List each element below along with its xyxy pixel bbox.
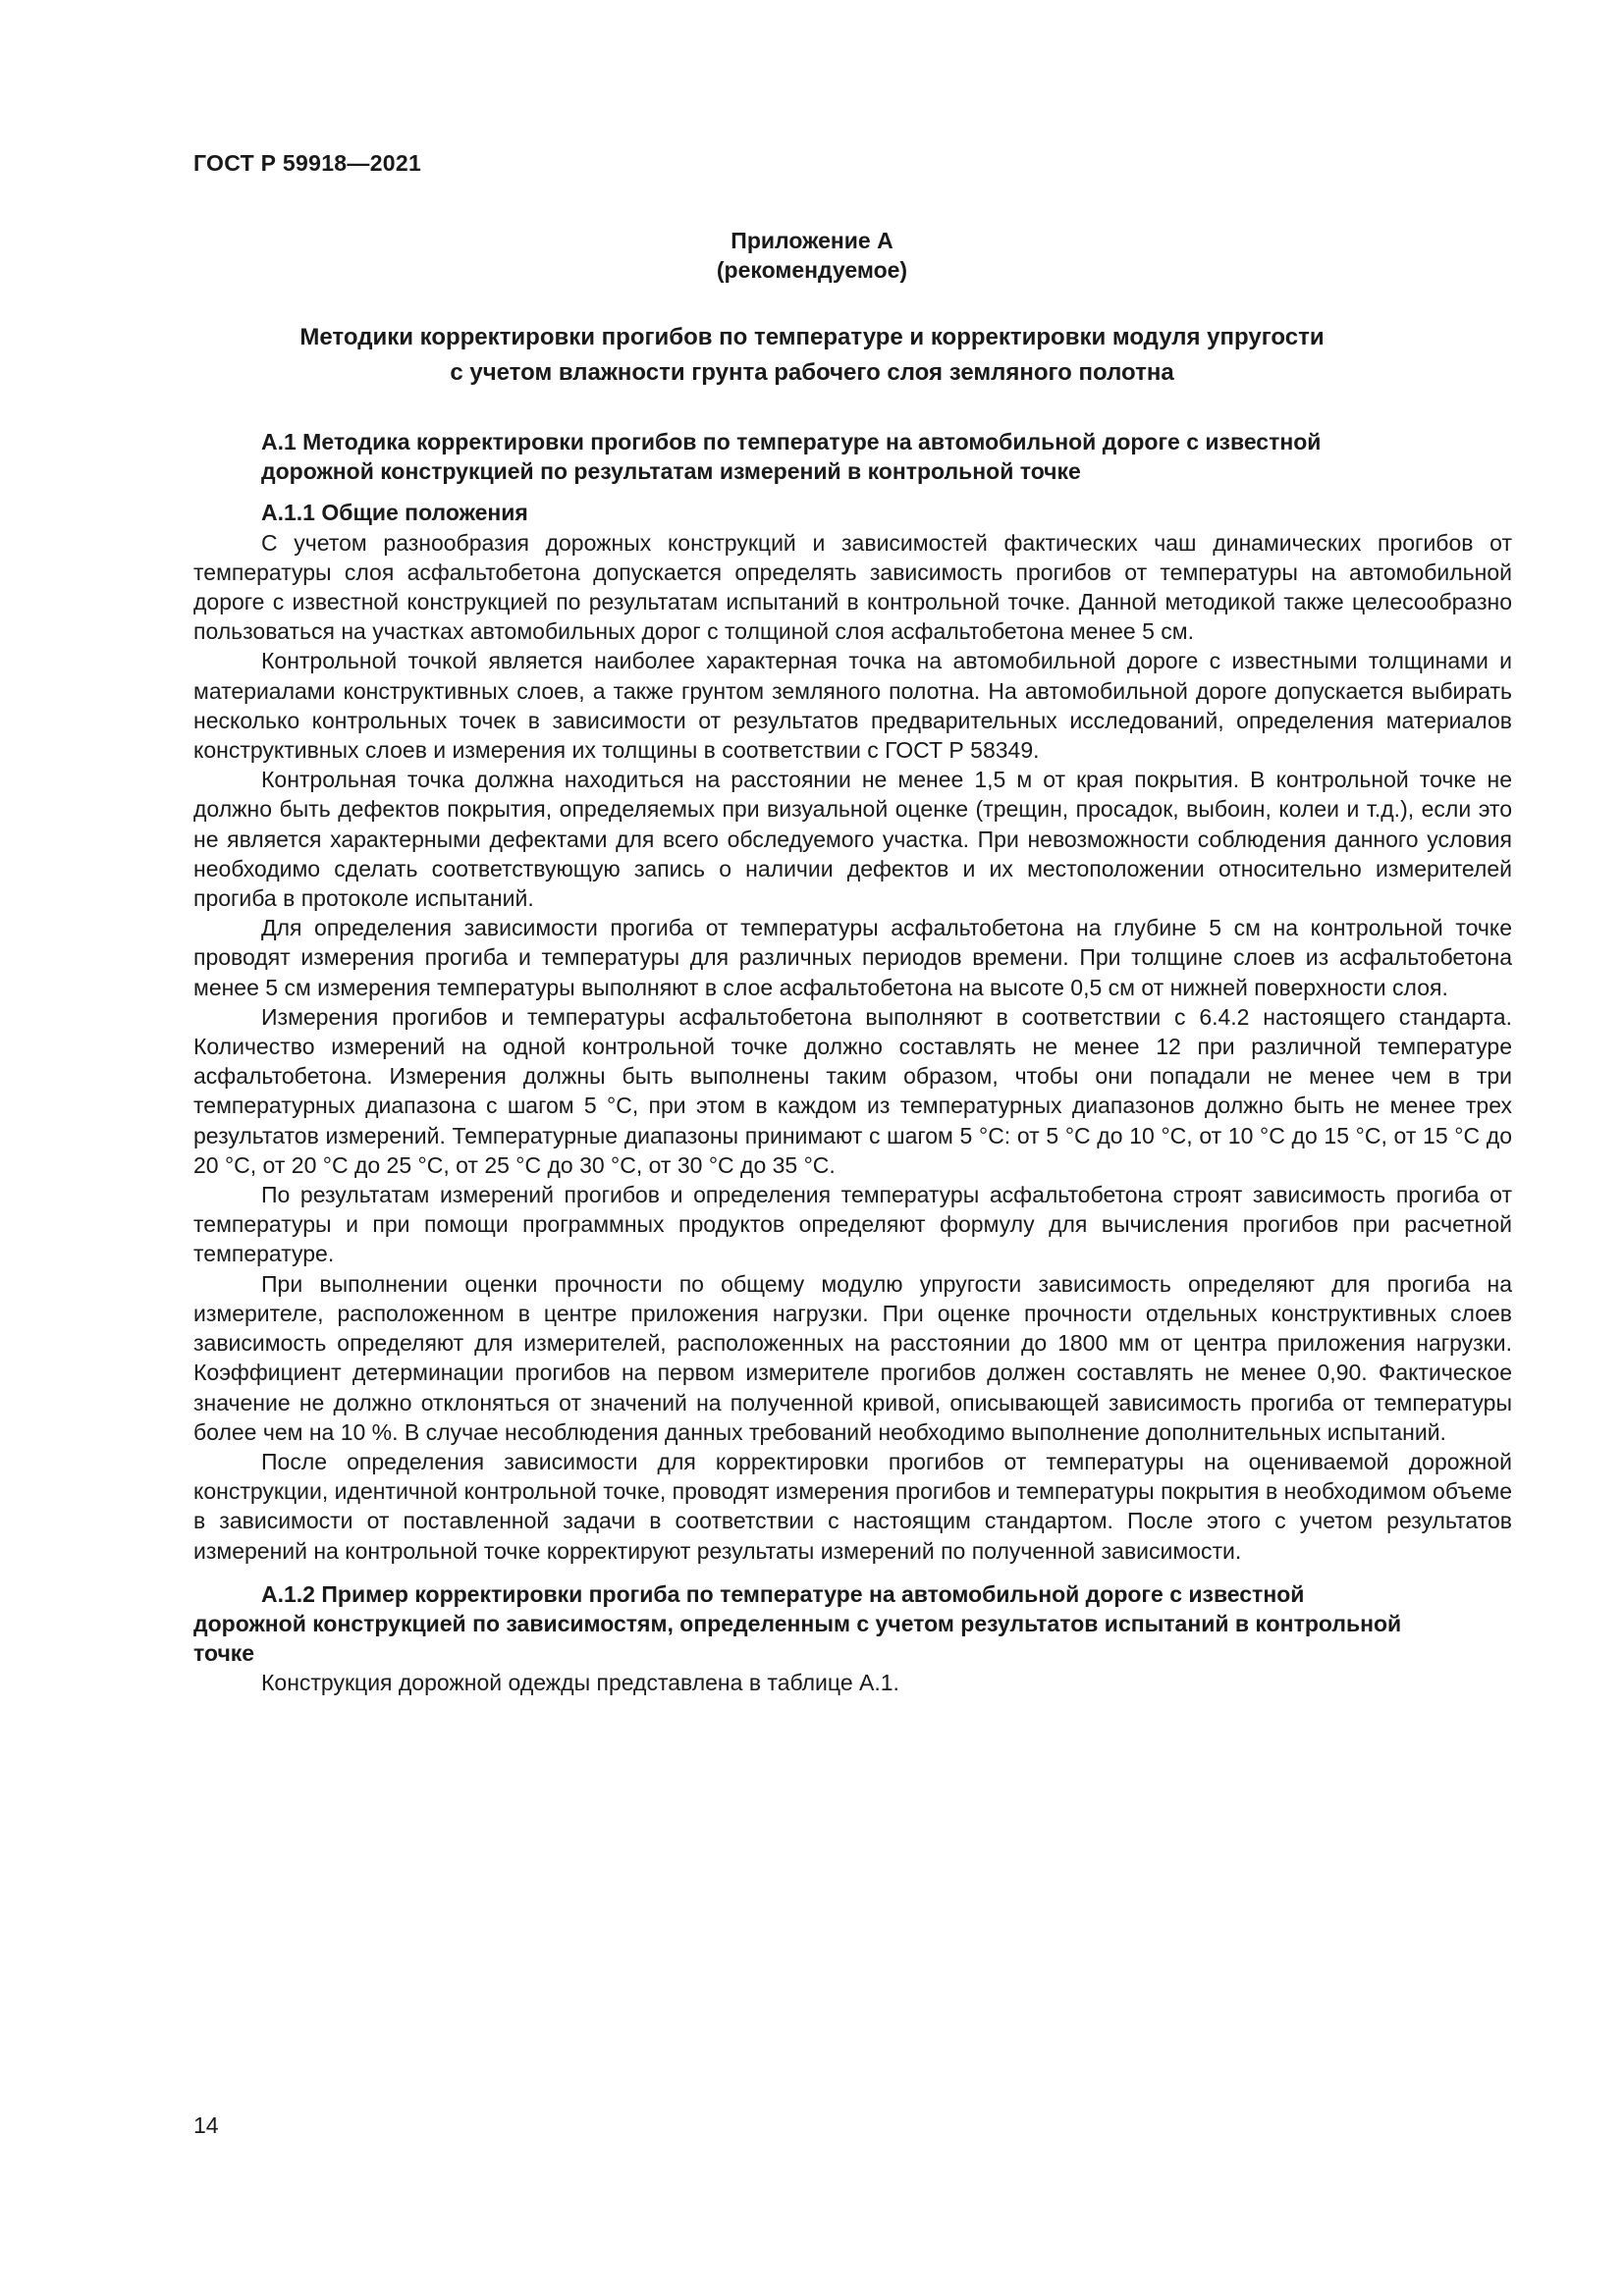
paragraph: Измерения прогибов и температуры асфальтобетона выполняют в соответствии с 6.4.2 настоящего стандарта. Количество измерений на одной контрольной точке должно составлять не менее 12 при различной температуре асфальтобетона. Измерения должны быть выполнены таким образом, чтобы они попадали не менее чем в три температурных диапазона с шагом 5 °С, при этом в каждом из температурных диапазонов должно быть не менее трех результатов измерений. Температурные диапазоны принимают с шагом 5 °С: от 5 °С до 10 °С, от 10 °С до 15 °С, от 15 °С до 20 °С, от 20 °С до 25 °С, от 25 °С до 30 °С, от 30 °С до 35 °С. [193,1003,1512,1178]
paragraph: После определения зависимости для корректировки прогибов от температуры на оцениваемой дорожной конструкции, идентичной контрольной точке, проводят измерения прогибов и температуры покрытия в необходимом объеме в зависимости от поставленной задачи в соответствии с настоящим стандартом. После этого с учетом результатов измерений на контрольной точке корректируют результаты измерений по полученной зависимости. [193,1448,1512,1564]
paragraph: С учетом разнообразия дорожных конструкций и зависимостей фактических чаш динамических прогибов от температуры слоя асфальтобетона допускается определять зависимость прогибов от температуры на автомобильной дороге с известной конструкцией по результатам испытаний в контрольной точке. Данной методикой также целесообразно пользоваться на участках автомобильных дорог с толщиной слоя асфальтобетона менее 5 см. [193,529,1512,645]
section-a12-heading-line-3: точке [193,1640,255,1667]
section-a12-heading-line-2: дорожной конструкцией по зависимостям, определенным с учетом результатов испытаний в контрольной [193,1610,1402,1636]
page-number: 14 [193,2112,219,2138]
appendix-status: (рекомендуемое) [716,257,908,283]
section-a11-heading-text: А.1.1 Общие положения [261,500,528,526]
document-body [193,427,1512,1698]
section-a12-heading [193,1579,1512,1669]
section-a12-heading-line-1: А.1.2 Пример корректировки прогиба по температуре на автомобильной дороге с известной [261,1580,1305,1607]
appendix-main-title [193,320,1431,391]
section-a1-heading [193,427,1512,486]
document-code: ГОСТ Р 59918—2021 [193,150,422,176]
appendix-title: Приложение А [731,228,893,253]
main-title-line-2: с учетом влажности грунта рабочего слоя земляного полотна [450,359,1174,386]
main-title-line-1: Методики корректировки прогибов по температуре и корректировки модуля упругости [299,324,1325,350]
paragraph: Конструкция дорожной одежды представлена в таблице А.1. [261,1670,899,1696]
paragraph: Для определения зависимости прогиба от температуры асфальтобетона на глубине 5 см на контрольной точке проводят измерения прогиба и температуры для различных периодов времени. При толщине слоев из асфальтобетона менее 5 см измерения температуры выполняют в слое асфальтобетона на высоте 0,5 см от нижней поверхности слоя. [193,915,1512,1000]
section-a1-heading-line-1: А.1 Методика корректировки прогибов по температуре на автомобильной дороге с известной [261,429,1322,454]
paragraph: Контрольная точка должна находиться на расстоянии не менее 1,5 м от края покрытия. В контрольной точке не должно быть дефектов покрытия, определяемых при визуальной оценке (трещин, просадок, выбоин, колеи и т.д.), если это не является характерными дефектами для всего обследуемого участка. При невозможности соблюдения данного условия необходимо сделать соответствующую запись о наличии дефектов и их местоположении относительно измерителей прогиба в протоколе испытаний. [193,767,1512,912]
paragraph: По результатам измерений прогибов и определения температуры асфальтобетона строят зависимость прогиба от температуры и при помощи программных продуктов определяют формулу для вычисления прогибов при расчетной температуре. [193,1182,1512,1267]
section-a1-heading-line-2: дорожной конструкцией по результатам измерений в контрольной точке [261,458,1081,485]
paragraph: Контрольной точкой является наиболее характерная точка на автомобильной дороге с известными толщинами и материалами конструктивных слоев, а также грунтом земляного полотна. На автомобильной дороге допускается выбирать несколько контрольных точек в зависимости от результатов предварительных исследований, определения материалов конструктивных слоев и измерения их толщины в соответствии с ГОСТ Р 58349. [193,648,1512,764]
paragraph: При выполнении оценки прочности по общему модулю упругости зависимость определяют для прогиба на измерителе, расположенном в центре приложения нагрузки. При оценке прочности отдельных конструктивных слоев зависимость определяют для измерителей, расположенных на расстоянии до 1800 мм от центра приложения нагрузки. Коэффициент детерминации прогибов на первом измерителе прогибов должен составлять не менее 0,90. Фактическое значение не должно отклоняться от значений на полученной кривой, описывающей зависимость прогиба от температуры более чем на 10 %. В случае несоблюдения данных требований необходимо выполнение дополнительных испытаний. [193,1270,1512,1445]
section-a11-heading [193,498,1512,527]
